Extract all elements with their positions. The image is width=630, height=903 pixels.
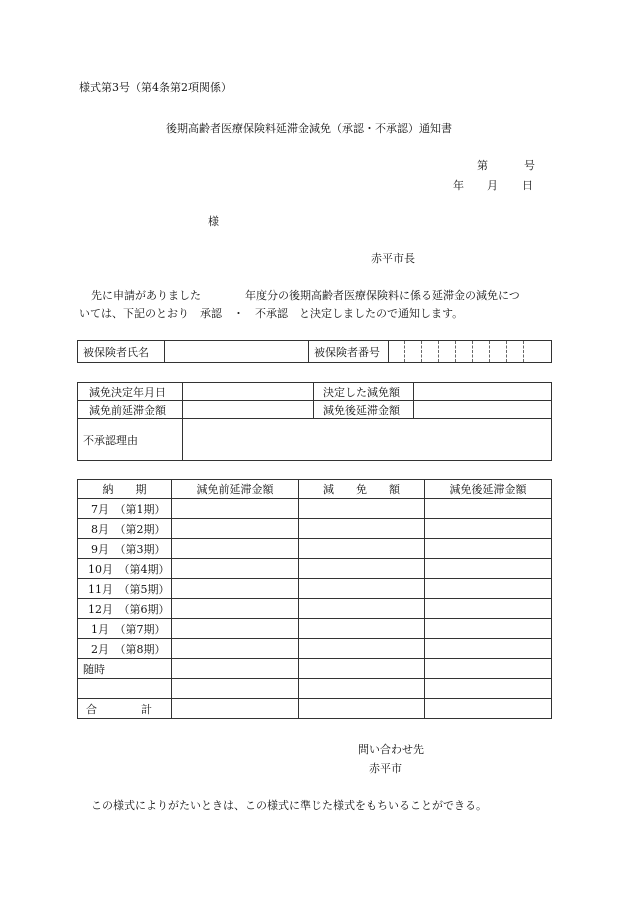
row-after-amount[interactable] [425, 519, 552, 539]
number-dai: 第 [477, 159, 488, 172]
decided-amount-field[interactable] [414, 383, 552, 401]
insured-number-digit[interactable] [422, 341, 439, 363]
contact-label: 問い合わせ先 [358, 743, 424, 756]
after-amount-field[interactable] [414, 401, 552, 419]
body-line-1: 先に申請がありました 年度分の後期高齢者医療保険料に係る延滞金の減免につ [91, 289, 520, 302]
row-reduction[interactable] [299, 599, 425, 619]
row-before-amount[interactable] [172, 539, 299, 559]
insured-number-digit[interactable] [507, 341, 524, 363]
row-after-amount[interactable] [425, 679, 552, 699]
insured-number-digit[interactable] [439, 341, 456, 363]
row-before-amount[interactable] [172, 559, 299, 579]
row-after-amount[interactable] [425, 539, 552, 559]
row-before-amount[interactable] [172, 619, 299, 639]
row-reduction[interactable] [299, 539, 425, 559]
date-nen: 年 [453, 179, 464, 192]
rejection-reason-label: 不承認理由 [78, 419, 183, 461]
row-after-amount[interactable] [425, 639, 552, 659]
insured-name-label: 被保険者氏名 [78, 341, 165, 363]
row-reduction[interactable] [299, 639, 425, 659]
insured-number-digit[interactable] [405, 341, 422, 363]
row-period: 10月 （第4期） [78, 559, 172, 579]
row-period: 随時 [78, 659, 172, 679]
total-reduction[interactable] [299, 699, 425, 719]
issuer: 赤平市長 [371, 252, 415, 265]
date-tsuki: 月 [487, 179, 498, 192]
rejection-reason-field[interactable] [183, 419, 552, 461]
row-before-amount[interactable] [172, 579, 299, 599]
row-reduction[interactable] [299, 679, 425, 699]
decision-date-field[interactable] [183, 383, 314, 401]
header-period: 納 期 [78, 480, 172, 499]
decision-table [77, 382, 552, 461]
decided-amount-label: 決定した減免額 [314, 383, 414, 401]
row-period: 7月 （第1期） [78, 499, 172, 519]
row-period: 2月 （第8期） [78, 639, 172, 659]
header-before-amount: 減免前延滞金額 [172, 480, 299, 499]
row-reduction[interactable] [299, 619, 425, 639]
row-period: 9月 （第3期） [78, 539, 172, 559]
row-reduction[interactable] [299, 499, 425, 519]
insured-number-label: 被保険者番号 [309, 341, 389, 363]
row-period: 12月 （第6期） [78, 599, 172, 619]
row-reduction[interactable] [299, 519, 425, 539]
recipient-sama: 様 [208, 215, 219, 228]
row-period: 8月 （第2期） [78, 519, 172, 539]
row-reduction[interactable] [299, 659, 425, 679]
row-after-amount[interactable] [425, 619, 552, 639]
form-number: 様式第3号（第4条第2項関係） [79, 81, 232, 94]
decision-date-label: 減免決定年月日 [78, 383, 183, 401]
contact-name: 赤平市 [369, 762, 402, 775]
row-period [78, 679, 172, 699]
insured-number-digit[interactable] [456, 341, 473, 363]
row-after-amount[interactable] [425, 599, 552, 619]
insured-number-digit[interactable] [473, 341, 490, 363]
row-before-amount[interactable] [172, 499, 299, 519]
total-after-amount[interactable] [425, 699, 552, 719]
row-period: 11月 （第5期） [78, 579, 172, 599]
insured-number-digit[interactable] [524, 341, 552, 363]
footer-note: この様式によりがたいときは、この様式に準じた様式をもちいることができる。 [91, 799, 487, 812]
row-before-amount[interactable] [172, 599, 299, 619]
header-after-amount: 減免後延滞金額 [425, 480, 552, 499]
document-title: 後期高齢者医療保険料延滞金減免（承認・不承認）通知書 [166, 122, 452, 135]
total-before-amount[interactable] [172, 699, 299, 719]
insured-number-digit[interactable] [389, 341, 405, 363]
row-after-amount[interactable] [425, 659, 552, 679]
row-reduction[interactable] [299, 559, 425, 579]
row-before-amount[interactable] [172, 679, 299, 699]
before-amount-label: 減免前延滞金額 [78, 401, 183, 419]
insured-name-field[interactable] [165, 341, 309, 363]
body-line-2: いては、下記のとおり 承認 ・ 不承認 と決定しましたので通知します。 [79, 307, 464, 320]
insured-number-digit[interactable] [490, 341, 507, 363]
row-before-amount[interactable] [172, 659, 299, 679]
insured-table [77, 340, 552, 363]
installment-table [77, 479, 552, 719]
number-go: 号 [524, 159, 535, 172]
total-label: 合 計 [78, 699, 172, 719]
after-amount-label: 減免後延滞金額 [314, 401, 414, 419]
row-period: 1月 （第7期） [78, 619, 172, 639]
before-amount-field[interactable] [183, 401, 314, 419]
row-after-amount[interactable] [425, 559, 552, 579]
row-reduction[interactable] [299, 579, 425, 599]
row-after-amount[interactable] [425, 499, 552, 519]
date-hi: 日 [522, 179, 533, 192]
row-before-amount[interactable] [172, 519, 299, 539]
row-before-amount[interactable] [172, 639, 299, 659]
header-reduction: 減 免 額 [299, 480, 425, 499]
row-after-amount[interactable] [425, 579, 552, 599]
